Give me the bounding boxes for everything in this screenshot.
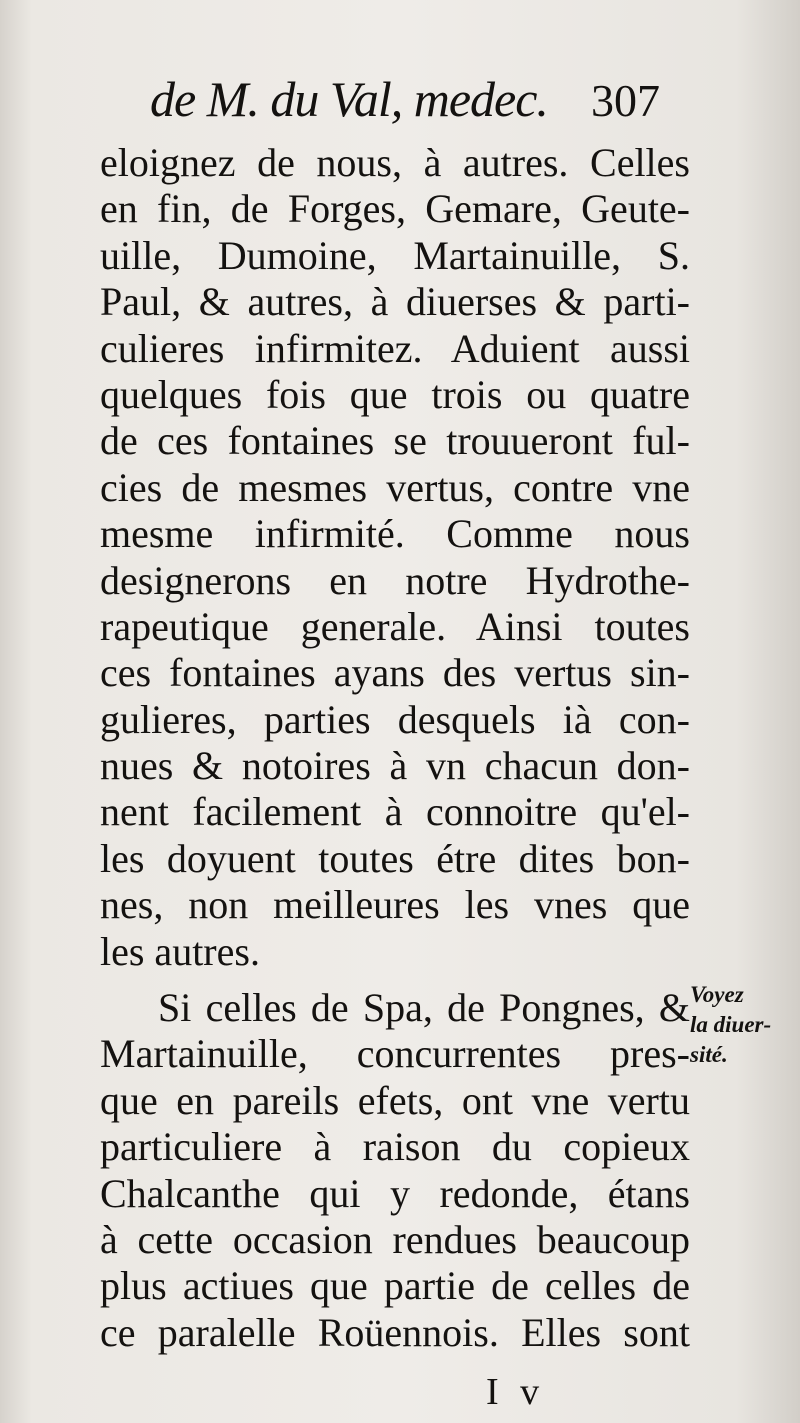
text-line: particuliere à raison du copieux — [100, 1124, 690, 1170]
text-line: cies de mesmes vertus, contre vne — [100, 464, 690, 510]
text-line: les doyuent toutes étre dites bon- — [100, 835, 690, 881]
text-line: rapeutique generale. Ainsi toutes — [100, 603, 690, 649]
text-line: ces fontaines ayans des vertus sin- — [100, 650, 690, 696]
running-head-title: de M. du Val, medec. — [150, 71, 548, 127]
text-line: gulieres, parties desquels ià con- — [100, 696, 690, 742]
text-line: que en pareils efets, ont vne vertu — [100, 1077, 690, 1123]
text-line: les autres. — [100, 928, 260, 974]
text-line: mesme infirmité. Comme nous — [100, 511, 690, 557]
text-line: de ces fontaines se trouueront ful- — [100, 418, 690, 464]
running-head — [150, 70, 660, 130]
text-line: Chalcanthe qui y redonde, étans — [100, 1170, 690, 1216]
margin-note-line: la diuer- — [690, 1012, 772, 1037]
text-line: culieres infirmitez. Aduient aussi — [100, 325, 690, 371]
text-line: nues & notoires à vn chacun don- — [100, 743, 690, 789]
text-line: plus actiues que partie de celles de — [100, 1263, 690, 1309]
text-line: eloignez de nous, à autres. Celles — [100, 140, 690, 185]
margin-note-line: Voyez — [690, 982, 744, 1007]
text-line: à cette occasion rendues beaucoup — [100, 1216, 690, 1262]
page-number: 307 — [591, 75, 660, 126]
margin-note-line: sité. — [690, 1042, 728, 1067]
text-line: uille, Dumoine, Martainuille, S. — [100, 232, 690, 278]
signature-mark: I v — [486, 1371, 546, 1413]
text-line: nent facilement à connoitre qu'el- — [100, 789, 690, 835]
show-through-text — [700, 690, 790, 718]
text-line: Paul, & autres, à diuerses & parti- — [100, 279, 690, 325]
paragraph-start-line: Si celles de Spa, de Pongnes, & — [158, 985, 690, 1031]
text-line: ce paralelle Roüennois. Elles sont — [100, 1309, 690, 1355]
text-line: Martainuille, concurrentes pres- — [100, 1031, 690, 1077]
body-text — [100, 140, 690, 1356]
text-line: nes, non meilleures les vnes que — [100, 882, 690, 928]
text-line: designerons en notre Hydrothe- — [100, 557, 690, 603]
margin-note — [690, 980, 798, 1070]
text-line: en fin, de Forges, Gemare, Geute- — [100, 186, 690, 232]
text-line: quelques fois que trois ou quatre — [100, 371, 690, 417]
